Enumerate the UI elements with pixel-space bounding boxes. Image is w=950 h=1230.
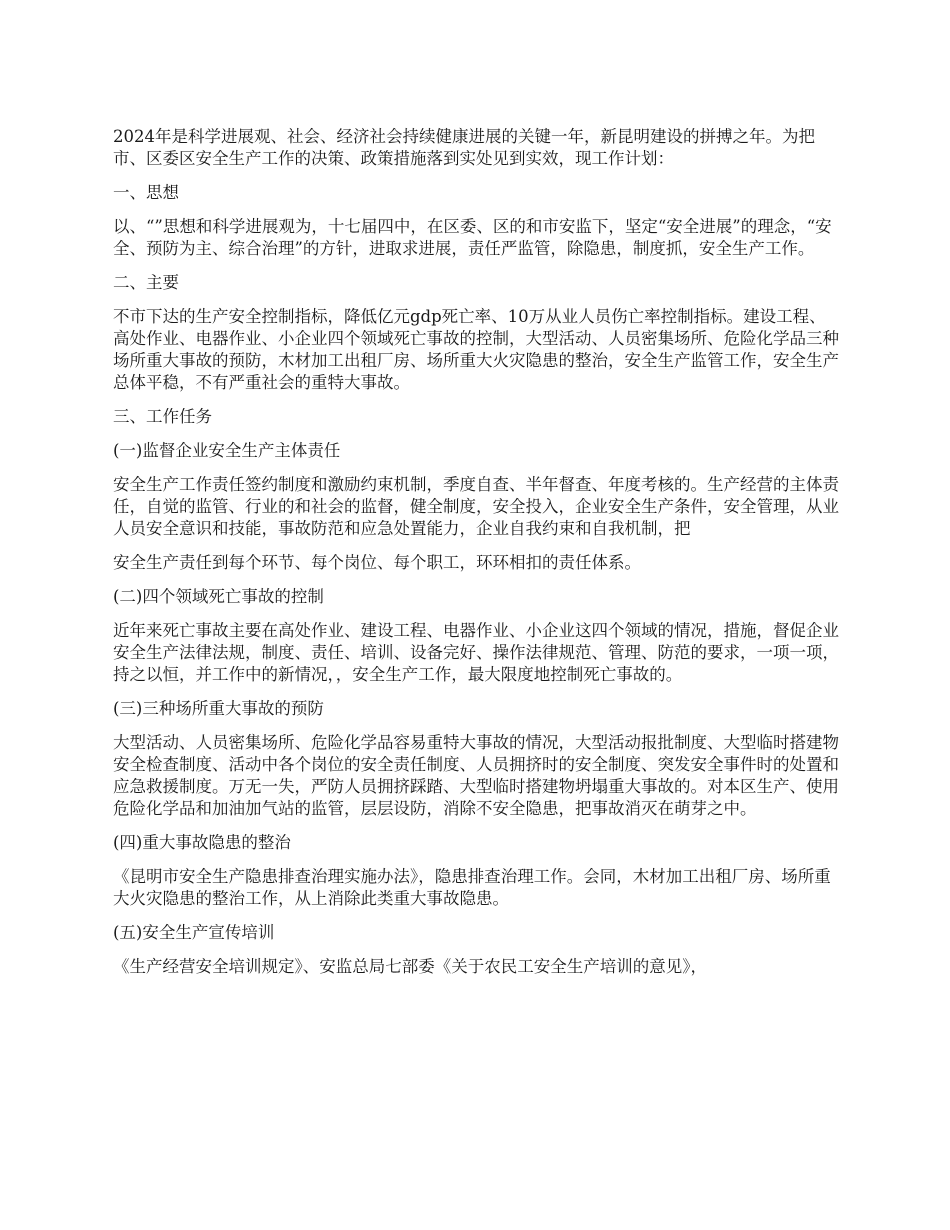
subsection-heading-1: (一)监督企业安全生产主体责任 <box>113 441 341 460</box>
subsection-heading-5: (五)安全生产宣传培训 <box>113 923 275 942</box>
subsection-1-paragraph-b: 安全生产责任到每个环节、每个岗位、每个职工，环环相扣的责任体系。 <box>113 553 641 572</box>
subsection-2-paragraph: 近年来死亡事故主要在高处作业、建设工程、电器作业、小企业这四个领域的情况，措施，督促企业安全生产法律法规，制度、责任、培训、设备完好、操作法律规范、管理、防范的要求，一项一项，持之以恒，并工作中的新情况，，安全生产工作，最大限度地控制死亡事故的。 <box>113 621 839 684</box>
intro-paragraph: 2024年是科学进展观、社会、经济社会持续健康进展的关键一年，新昆明建设的拼搏之年。为把市、区委区安全生产工作的决策、政策措施落到实处见到实效，现工作计划： <box>113 127 815 168</box>
subsection-1-paragraph-a: 安全生产工作责任签约制度和激励约束机制，季度自查、半年督查、年度考核的。生产经营的主体责任，自觉的监管、行业的和社会的监督，健全制度，安全投入，企业安全生产条件，安全管理，从业人员安全意识和技能，事故防范和应急处置能力，企业自我约束和自我机制，把 <box>113 475 839 538</box>
section-heading-guiding-thought: 一、思想 <box>113 183 179 202</box>
main-goals-paragraph: 不市下达的生产安全控制指标，降低亿元gdp死亡率、10万从业人员伤亡率控制指标。建设工程、高处作业、电器作业、小企业四个领域死亡事故的控制，大型活动、人员密集场所、危险化学品三种场所重大事故的预防，木材加工出租厂房、场所重大火灾隐患的整治，安全生产监管工作，安全生产总体平稳，不有严重社会的重特大事故。 <box>113 307 839 392</box>
subsection-heading-4: (四)重大事故隐患的整治 <box>113 833 291 852</box>
subsection-4-paragraph: 《昆明市安全生产隐患排查治理实施办法》，隐患排查治理工作。会同，木材加工出租厂房、场所重大火灾隐患的整治工作，从上消除此类重大事故隐患。 <box>113 867 831 908</box>
section-heading-work-tasks: 三、工作任务 <box>113 407 212 426</box>
subsection-heading-2: (二)四个领域死亡事故的控制 <box>113 587 324 606</box>
subsection-5-paragraph: 《生产经营安全培训规定》、安监总局七部委《关于农民工安全生产培训的意见》， <box>113 957 707 976</box>
section-heading-main-goals: 二、主要 <box>113 273 179 292</box>
subsection-heading-3: (三)三种场所重大事故的预防 <box>113 699 324 718</box>
guiding-thought-paragraph: 以、“”思想和科学进展观为，十七届四中，在区委、区的和市安监下，坚定“安全进展”的理念，“安全、预防为主、综合治理”的方针，进取求进展，责任严监管，除隐患，制度抓，安全生产工作。 <box>113 217 832 258</box>
document-body <box>113 126 840 990</box>
subsection-3-paragraph: 大型活动、人员密集场所、危险化学品容易重特大事故的情况，大型活动报批制度、大型临时搭建物安全检查制度、活动中各个岗位的安全责任制度、人员拥挤时的安全制度、突发安全事件时的处置和应急救援制度。万无一失，严防人员拥挤踩踏、大型临时搭建物坍塌重大事故的。对本区生产、使用危险化学品和加油加气站的监管，层层设防，消除不安全隐患，把事故消灭在萌芽之中。 <box>113 733 839 818</box>
